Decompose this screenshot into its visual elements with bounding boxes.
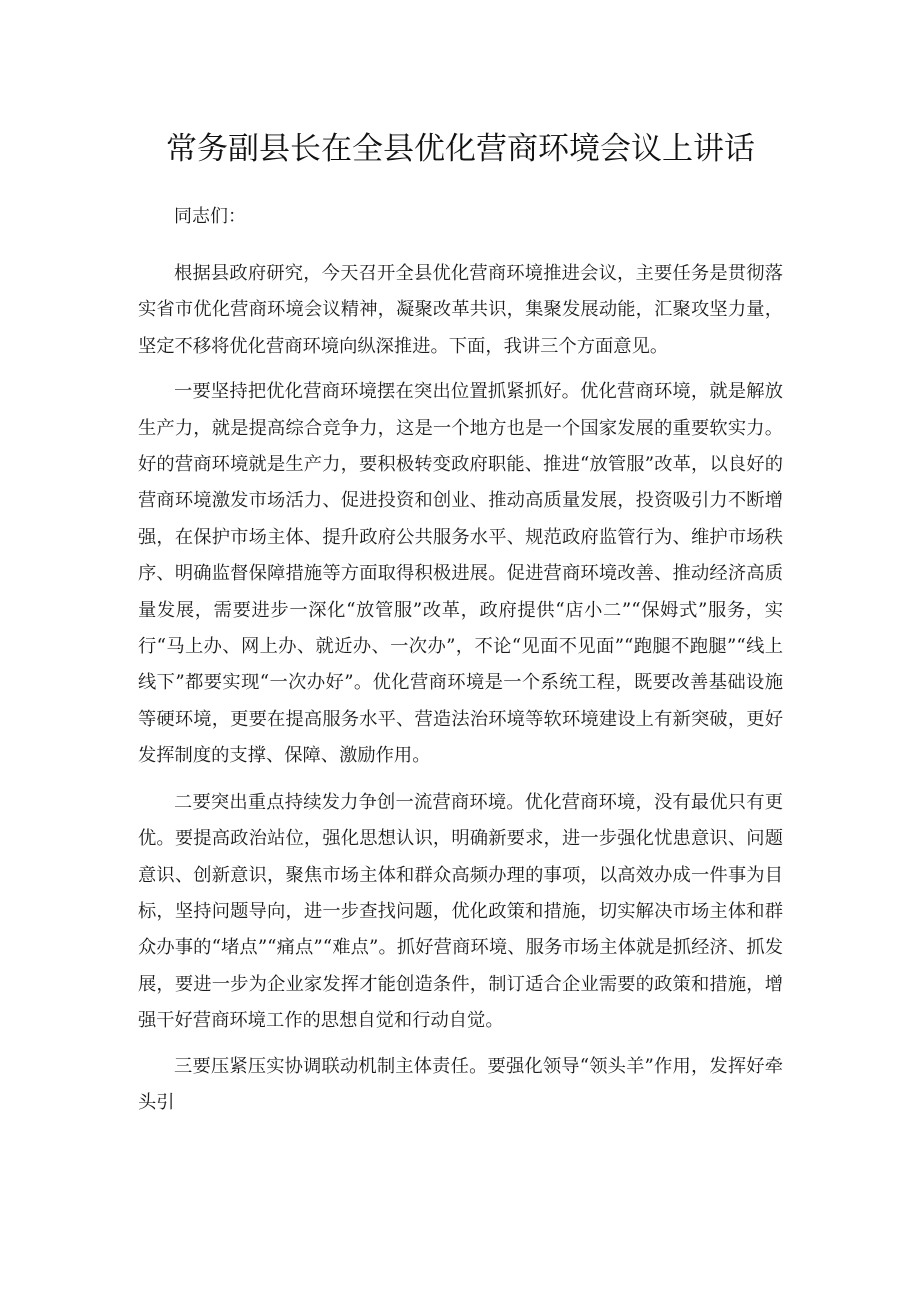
- salutation: 同志们：: [174, 206, 246, 227]
- paragraph-point-one: 一要坚持把优化营商环境摆在突出位置抓紧抓好。优化营商环境，就是解放生产力，就是提高综合竞争力，这是一个地方也是一个国家发展的重要软实力。好的营商环境就是生产力，要积极转变政府职能、推进“放管服”改革，以良好的营商环境激发市场活力、促进投资和创业、推动高质量发展，投资吸引力不断增强，在保护市场主体、提升政府公共服务水平、规范政府监管行为、维护市场秩序、明确监督保障措施等方面取得积极进展。促进营商环境改善、推动经济高质量发展，需要进步一深化“放管服”改革，政府提供“店小二”“保姆式”服务，实行“马上办、网上办、就近办、一次办”，不论“见面不见面”“跑腿不跑腿”“线上线下”都要实现“一次办好”。优化营商环境是一个系统工程，既要改善基础设施等硬环境，更要在提高服务水平、营造法治环境等软环境建设上有新突破，更好发挥制度的支撑、保障、激励作用。: [138, 381, 783, 767]
- paragraph-point-three: 三要压紧压实协调联动机制主体责任。要强化领导“领头羊”作用，发挥好牵头引: [138, 1055, 783, 1113]
- paragraph-point-two: 二要突出重点持续发力争创一流营商环境。优化营商环境，没有最优只有更优。要提高政治站位，强化思想认识，明确新要求，进一步强化忧患意识、问题意识、创新意识，聚焦市场主体和群众高频办理的事项，以高效办成一件事为目标，坚持问题导向，进一步查找问题，优化政策和措施，切实解决市场主体和群众办事的“堵点”“痛点”“难点”。抓好营商环境、服务市场主体就是抓经济、抓发展，要进一步为企业家发挥才能创造条件，制订适合企业需要的政策和措施，增强干好营商环境工作的思想自觉和行动自觉。: [138, 791, 783, 1032]
- paragraph-intro: 根据县政府研究，今天召开全县优化营商环境推进会议，主要任务是贯彻落实省市优化营商环境会议精神，凝聚改革共识，集聚发展动能，汇聚攻坚力量，坚定不移将优化营商环境向纵深推进。下面，我讲三个方面意见。: [138, 263, 783, 357]
- document-title: 常务副县长在全县优化营商环境会议上讲话: [166, 131, 755, 167]
